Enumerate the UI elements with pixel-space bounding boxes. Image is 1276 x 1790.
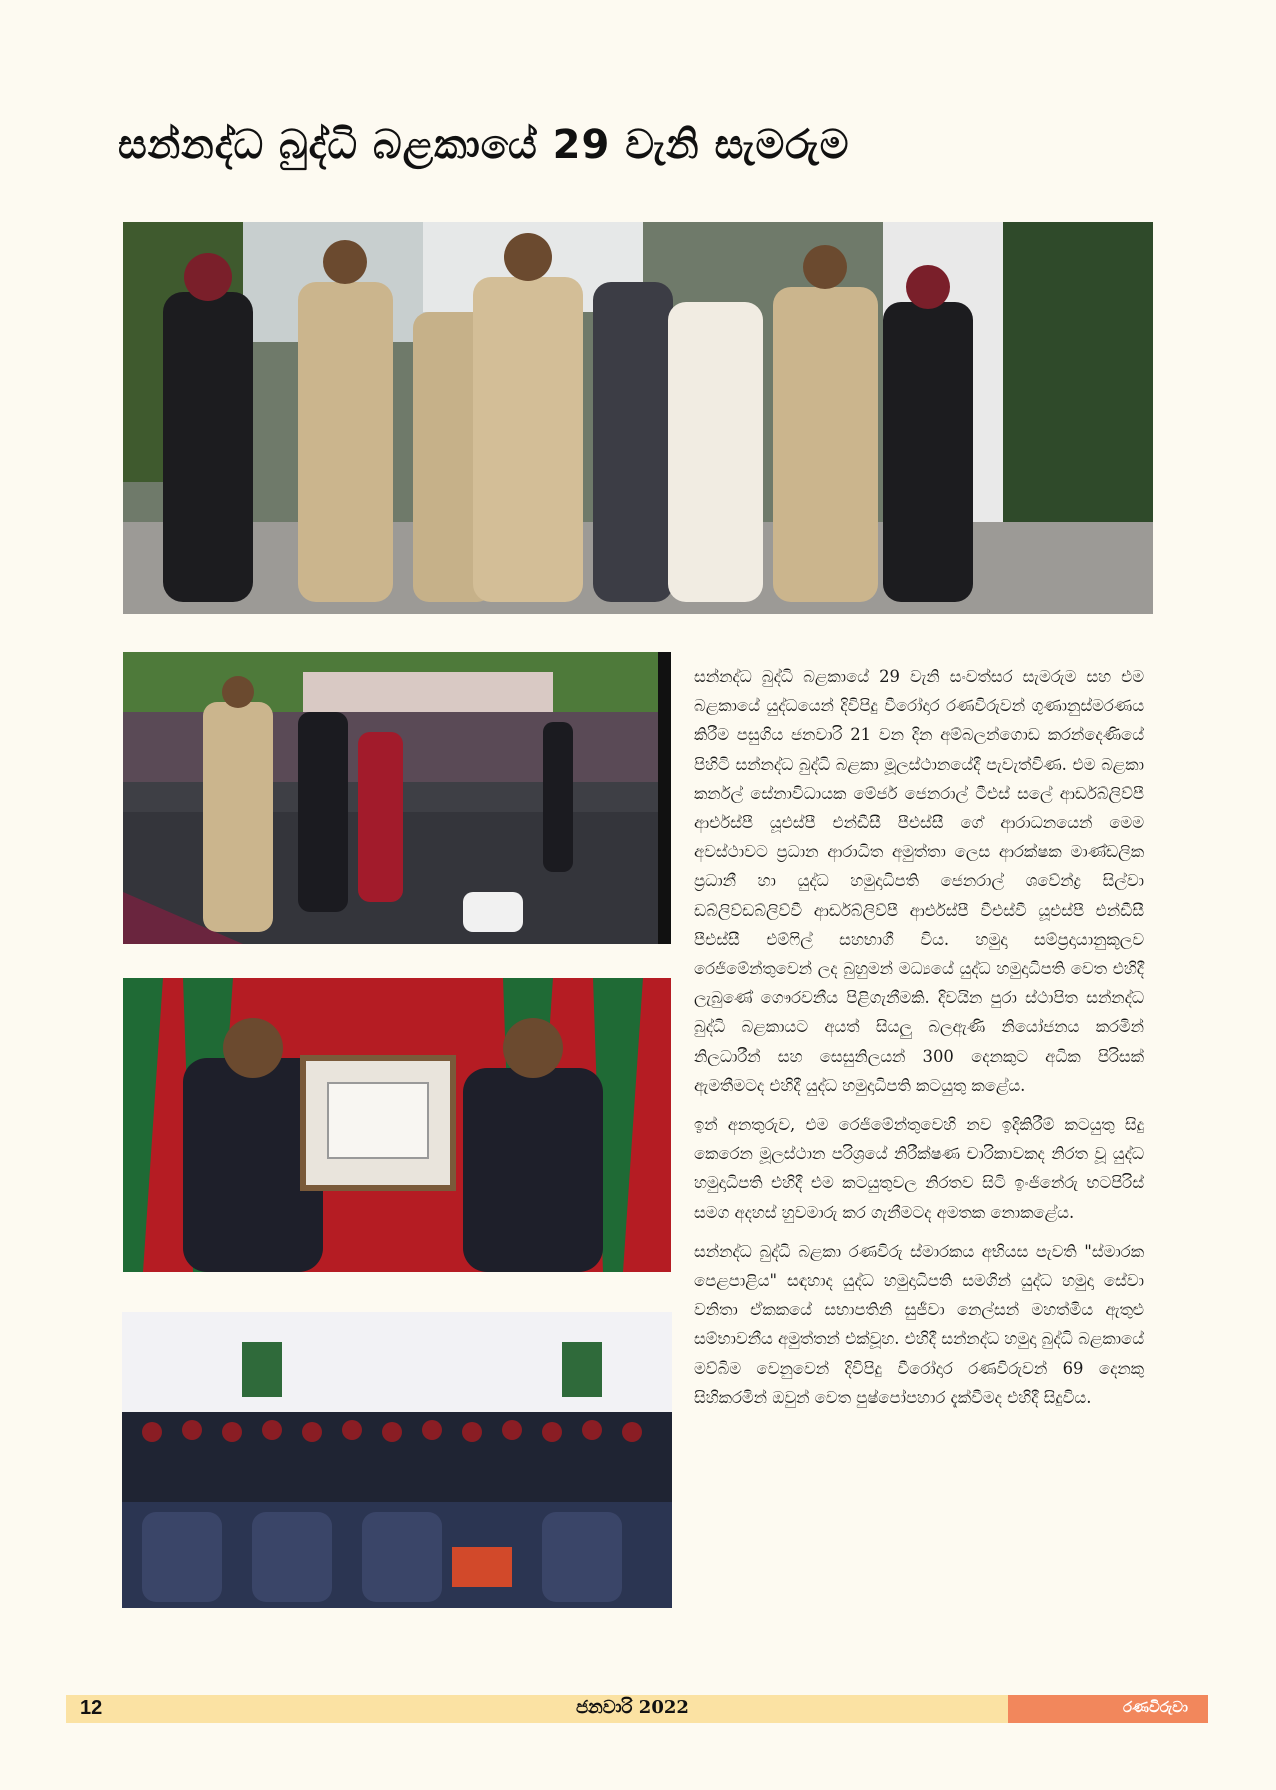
award-photo (123, 978, 671, 1272)
audience-photo (122, 1312, 672, 1608)
page-footer (66, 1695, 1208, 1723)
article-paragraph: සන්නද්ධ බුද්ධි බළකායේ 29 වැනි සංවත්සර සැමරුම සහ එම බළකායේ යුද්ධයෙන් දිවිපිදු වීරෝදාර රණවිරුවන් ගුණානුස්මරණය කිරීම පසුගිය ජනවාරි 21 වන දින අම්බලන්ගොඩ කරන්දෙණියේ පිහිටි සන්නද්ධ බුද්ධි බළකා මූලස්ථානයේදී පැවැත්විණ. එම බළකා කර්නල් සේනාවිධායක මේජර් ජෙනරාල් ටීඑස් සලේ ආර්ඩබ්ලිව්පී ආර්එස්පී යූඑස්පී එන්ඩීසී පීඑස්සී ගේ ආරාධනයෙන් මෙම අවස්ථාවට ප්‍රධාන ආරාධිත අමුත්තා ලෙස ආරක්ෂක මාණ්ඩලික ප්‍රධානී හා යුද්ධ හමුදාධිපති ජෙනරාල් ශවේන්ද්‍ර සිල්වා ඩබ්ලිව්ඩබ්ලිව්වී ආර්ඩබ්ලිව්පී ආර්එස්පී වීඑස්වී යූඑස්පී එන්ඩීසී පීඑස්සී එම්ෆිල් සහභාගී විය. හමුදා සම්ප්‍රදායානුකූලව රෙජිමේන්තුවෙන් ලද බුහුමන් මධ්‍යයේ යුද්ධ හමුදාධිපති වෙත එහිදී ලැබුණේ ගෞරවනීය පිළිගැනීමකි. දිවයින පුරා ස්ථාපිත සන්නද්ධ බුද්ධි බළකායට අයත් සියලු බලඇණි නියෝජනය කරමින් නිලධාරීන් සහ සෙසුනිලයන් 300 දෙනකුට අධික පිරිසක් ඇමතීමටද එහිදී යුද්ධ හමුදාධිපති කටයුතු කළේය. (694, 667, 1144, 1095)
footer-accent (1008, 1695, 1208, 1723)
issue-date: ජනවාරි 2022 (576, 1697, 689, 1718)
page-title: සන්නද්ධ බුද්ධි බළකායේ 29 වැනි සැමරුම (118, 122, 850, 168)
article-paragraph: සන්නද්ධ බුද්ධි බළකා රණවිරු ස්මාරකය අභියස පැවති "ස්මාරක පෙළපාළිය" සඳහාද යුද්ධ හමුදාධිපති සමගින් යුද්ධ හමුදා සේවා වනිතා ඒකකයේ සභාපතිනි සුජීවා නෙල්සන් මහත්මිය ඇතුළු සම්භාවනීය අමුත්තන් එක්වූහ. එහිදී සන්නද්ධ හමුදා බුද්ධි බළකායේ මව්බිම වෙනුවෙන් දිවිපිදු වීරෝදාර රණවිරුවන් 69 දෙනකු සිහිකරමින් ඔවුන් වෙත පුෂ්පෝපහාර දැක්වීමද එහිදී සිදුවිය. (694, 1241, 1144, 1407)
article-body (694, 662, 1144, 1422)
magazine-name: රණවිරුවා (1123, 1698, 1188, 1716)
page-number: 12 (80, 1697, 103, 1719)
salute-photo (123, 652, 671, 944)
article-paragraph: ඉන් අනතුරුව, එම රෙජිමේන්තුවෙහි නව ඉදිකිරීම් කටයුතු සිදු කෙරෙන මූලස්ථාන පරිශ්‍රයේ නිරීක්ෂණ චාරිකාවකද නිරත වූ යුද්ධ හමුදාධිපති එහිදී එම කටයුතුවල නිරතව සිටි ඉංජිනේරු භටපිරිස් සමග අදහස් හුවමාරු කර ගැනීමටද අමතක නොකළේය. (694, 1115, 1144, 1222)
procession-photo (123, 222, 1153, 614)
